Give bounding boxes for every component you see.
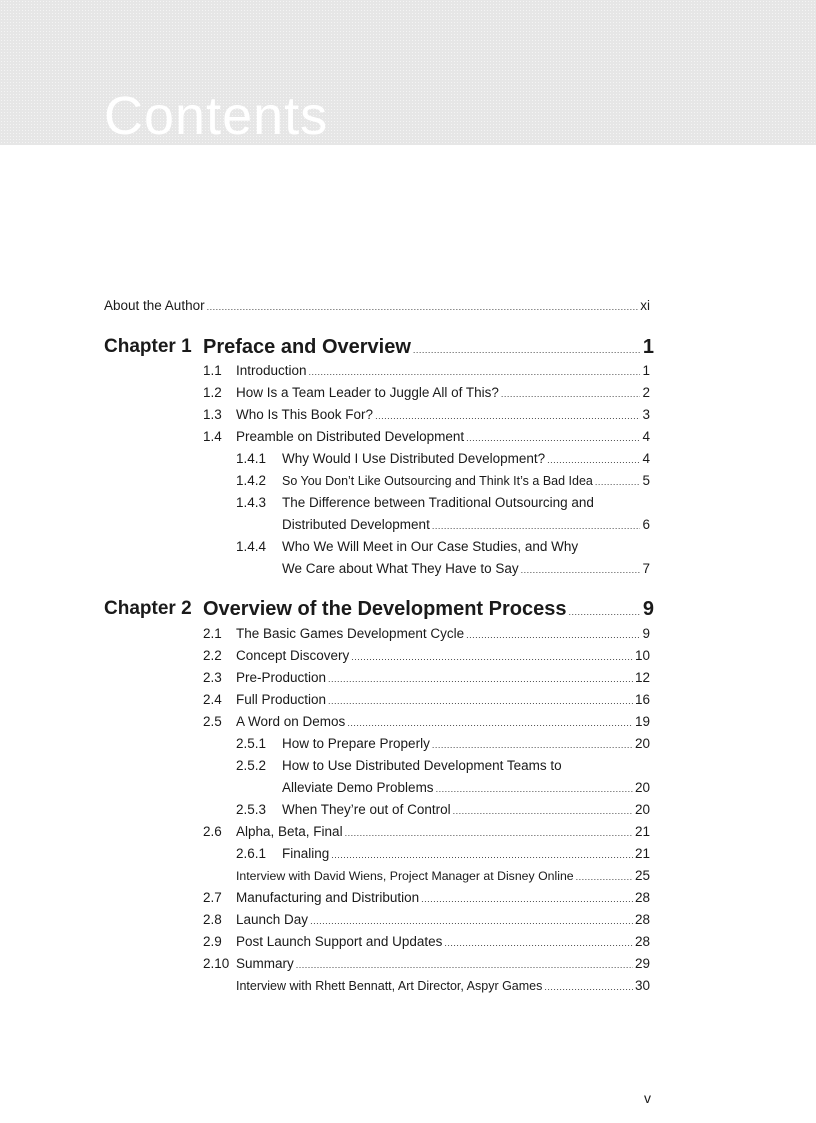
toc-entry-2-7[interactable] — [203, 889, 650, 908]
leader-dots — [309, 364, 641, 381]
section-title: Introduction — [236, 363, 307, 378]
section-page: 6 — [642, 517, 650, 532]
section-page: 25 — [634, 868, 650, 883]
leader-dots — [351, 649, 633, 666]
toc-entry-title: About the Author — [104, 298, 205, 313]
section-number: 1.1 — [203, 363, 222, 378]
leader-dots — [466, 627, 640, 644]
toc-entry-1-2[interactable] — [203, 384, 650, 403]
toc-entry-1-4-1[interactable] — [236, 450, 650, 469]
section-page: 21 — [634, 846, 650, 861]
leader-dots — [466, 430, 640, 447]
toc-entry-2-3[interactable] — [203, 669, 650, 688]
leader-dots — [310, 913, 633, 930]
section-page: 12 — [634, 670, 650, 685]
chapter-1-label: Chapter 1 — [104, 336, 192, 357]
section-title: Pre-Production — [236, 670, 327, 685]
toc-entry-1-4[interactable] — [203, 428, 650, 447]
section-title: Who We Will Meet in Our Case Studies, and Why — [282, 539, 579, 554]
section-page: 20 — [634, 802, 650, 817]
section-page: 3 — [642, 407, 650, 422]
section-title: Launch Day — [236, 912, 309, 927]
section-page: 19 — [634, 714, 650, 729]
toc-entry-2-6[interactable] — [203, 823, 650, 842]
section-number: 1.4.1 — [236, 451, 267, 466]
toc-entry-1-4-3-line1[interactable] — [236, 494, 594, 511]
section-number: 2.9 — [203, 934, 222, 949]
toc-entry-page: xi — [640, 298, 650, 313]
leader-dots — [453, 803, 633, 820]
section-title: The Basic Games Development Cycle — [236, 626, 465, 641]
toc-entry-2-5-3[interactable] — [236, 801, 650, 820]
toc-entry-1-4-4[interactable] — [282, 560, 650, 579]
section-page: 2 — [642, 385, 650, 400]
toc-entry-2-4[interactable] — [203, 691, 650, 710]
leader-dots — [521, 562, 641, 579]
section-title: Full Production — [236, 692, 327, 707]
toc-entry-2-5[interactable] — [203, 713, 650, 732]
section-title: Post Launch Support and Updates — [236, 934, 443, 949]
leader-dots — [547, 452, 640, 469]
chapter-1-title: Preface and Overview — [203, 336, 411, 358]
leader-dots — [501, 386, 641, 403]
section-title-continued: Distributed Development — [282, 517, 430, 532]
section-page: 7 — [642, 561, 650, 576]
leader-dots — [331, 847, 633, 864]
section-title: The Difference between Traditional Outsourcing and — [282, 495, 594, 510]
section-page: 20 — [634, 736, 650, 751]
section-number: 2.2 — [203, 648, 222, 663]
section-page: 10 — [634, 648, 650, 663]
section-page: 1 — [642, 363, 650, 378]
section-number: 2.1 — [203, 626, 222, 641]
toc-entry-2-2[interactable] — [203, 647, 650, 666]
leader-dots — [328, 671, 633, 688]
leader-dots — [576, 869, 633, 886]
section-number: 1.4.2 — [236, 473, 267, 488]
section-page: 30 — [634, 978, 650, 993]
toc-entry-interview-wiens[interactable] — [236, 867, 650, 886]
section-title: Who Is This Book For? — [236, 407, 374, 422]
section-number: 2.6 — [203, 824, 222, 839]
section-number: 1.3 — [203, 407, 222, 422]
toc-entry-1-4-4-line1[interactable] — [236, 538, 578, 555]
section-title: Summary — [236, 956, 294, 971]
section-number: 2.5.2 — [236, 758, 267, 773]
leader-dots — [345, 825, 633, 842]
toc-entry-1-3[interactable] — [203, 406, 650, 425]
toc-chapter-2[interactable] — [203, 597, 654, 624]
toc-entry-2-5-2[interactable] — [282, 779, 650, 798]
section-title: Interview with Rhett Bennatt, Art Director, Aspyr Games — [236, 979, 543, 993]
section-number: 2.4 — [203, 692, 222, 707]
chapter-2-page: 9 — [642, 598, 654, 620]
section-page: 5 — [642, 473, 650, 488]
section-title: Manufacturing and Distribution — [236, 890, 420, 905]
section-title-continued: Alleviate Demo Problems — [282, 780, 434, 795]
toc-entry-1-4-3[interactable] — [282, 516, 650, 535]
leader-dots — [207, 299, 639, 316]
section-page: 4 — [642, 451, 650, 466]
leader-dots — [436, 781, 633, 798]
leader-dots — [413, 338, 641, 362]
section-number: 2.6.1 — [236, 846, 267, 861]
toc-entry-2-5-2-line1[interactable] — [236, 757, 562, 774]
section-title: Concept Discovery — [236, 648, 350, 663]
leader-dots — [296, 957, 633, 974]
leader-dots — [421, 891, 633, 908]
leader-dots — [444, 935, 633, 952]
leader-dots — [328, 693, 633, 710]
section-number: 2.5 — [203, 714, 222, 729]
section-page: 20 — [634, 780, 650, 795]
section-page: 28 — [634, 890, 650, 905]
leader-dots — [375, 408, 640, 425]
toc-entry-1-4-2[interactable] — [236, 472, 650, 491]
toc-entry-2-8[interactable] — [203, 911, 650, 930]
toc-entry-2-10[interactable] — [203, 955, 650, 974]
leader-dots — [347, 715, 633, 732]
toc-chapter-1[interactable] — [203, 335, 654, 362]
toc-entry-2-5-1[interactable] — [236, 735, 650, 754]
section-page: 28 — [634, 912, 650, 927]
section-title: So You Don’t Like Outsourcing and Think It’s a Bad Idea — [282, 474, 593, 488]
section-title: Finaling — [282, 846, 330, 861]
leader-dots — [432, 518, 641, 535]
section-page: 4 — [642, 429, 650, 444]
section-number: 1.4.4 — [236, 539, 267, 554]
section-page: 21 — [634, 824, 650, 839]
section-title: Alpha, Beta, Final — [236, 824, 343, 839]
toc-entry-2-9[interactable] — [203, 933, 650, 952]
section-title-continued: We Care about What They Have to Say — [282, 561, 519, 576]
section-title: Interview with David Wiens, Project Manager at Disney Online — [236, 869, 574, 883]
toc-entry-about-author[interactable] — [104, 297, 650, 316]
section-number: 2.3 — [203, 670, 222, 685]
chapter-2-title: Overview of the Development Process — [203, 598, 567, 620]
section-number: 2.5.3 — [236, 802, 267, 817]
section-page: 29 — [634, 956, 650, 971]
leader-dots — [544, 979, 633, 996]
section-number: 1.4.3 — [236, 495, 267, 510]
leader-dots — [432, 737, 633, 754]
section-number: 2.7 — [203, 890, 222, 905]
toc-entry-2-6-1[interactable] — [236, 845, 650, 864]
section-number: 2.5.1 — [236, 736, 267, 751]
toc-entry-1-1[interactable] — [203, 362, 650, 381]
page-title: Contents — [104, 86, 329, 146]
section-title: A Word on Demos — [236, 714, 346, 729]
section-number: 1.2 — [203, 385, 222, 400]
leader-dots — [568, 600, 640, 624]
section-page: 16 — [634, 692, 650, 707]
section-title: How to Use Distributed Development Teams to — [282, 758, 562, 773]
section-title: How Is a Team Leader to Juggle All of This? — [236, 385, 499, 400]
section-number: 2.8 — [203, 912, 222, 927]
chapter-1-page: 1 — [642, 336, 654, 358]
toc-entry-interview-bennatt[interactable] — [236, 977, 650, 996]
section-number: 2.10 — [203, 956, 230, 971]
section-title: When They’re out of Control — [282, 802, 451, 817]
section-page: 28 — [634, 934, 650, 949]
contents-banner — [0, 0, 816, 145]
section-title: Preamble on Distributed Development — [236, 429, 465, 444]
toc-entry-2-1[interactable] — [203, 625, 650, 644]
section-title: How to Prepare Properly — [282, 736, 430, 751]
section-number: 1.4 — [203, 429, 222, 444]
leader-dots — [595, 474, 641, 491]
chapter-2-label: Chapter 2 — [104, 598, 192, 619]
section-page: 9 — [642, 626, 650, 641]
section-title: Why Would I Use Distributed Development? — [282, 451, 546, 466]
page-number: v — [644, 1090, 651, 1106]
